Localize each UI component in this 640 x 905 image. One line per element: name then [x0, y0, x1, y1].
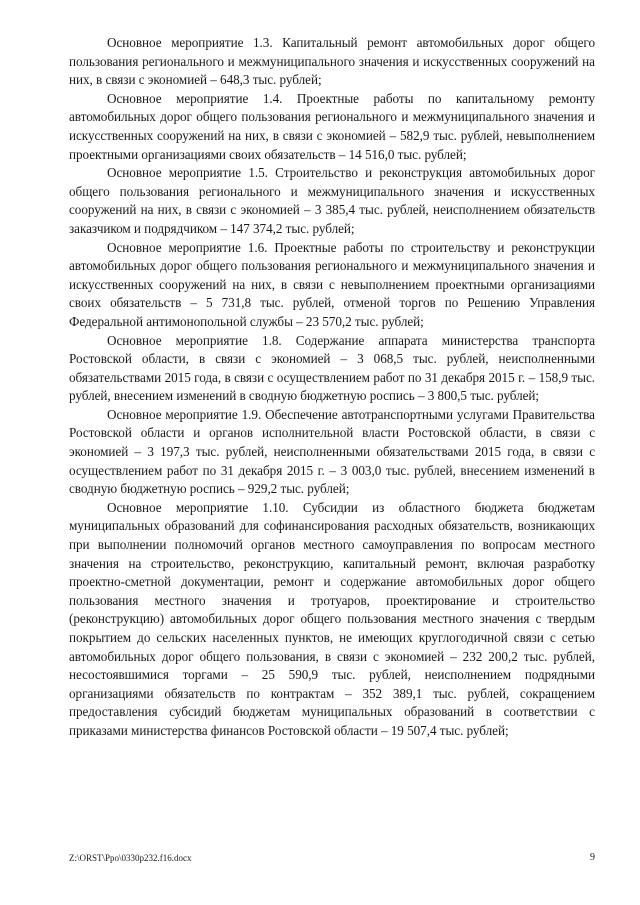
paragraph-activity-1-4: Основное мероприятие 1.4. Проектные работы по капитальному ремонту автомобильных дорог общего пользования регионального и межмуниципального значения и искусственных сооружений на них, в связи с экономией – 582,9 тыс. рублей, невыполнением проектными организациями своих обязательств – 14 516,0 тыс. рублей; — [69, 90, 595, 162]
footer-file-path: Z:\ORST\Ppo\0330p232.f16.docx — [69, 853, 192, 863]
paragraph-activity-1-9: Основное мероприятие 1.9. Обеспечение автотранспортными услугами Правительства Ростовской области и органов исполнительной власти Ростовской области, в связи с экономией – 3 197,3 тыс. рублей, неисполненными обязательствами 2015 года, в связи с осуществлением работ по 31 декабря 2015 г. – 3 003,0 тыс. рублей, внесением изменений в сводную бюджетную роспись – 929,2 тыс. рублей; — [69, 406, 595, 497]
paragraph-activity-1-3: Основное мероприятие 1.3. Капитальный ремонт автомобильных дорог общего пользования регионального и межмуниципального значения и искусственных сооружений на них, в связи с экономией – 648,3 тыс. рублей; — [69, 35, 595, 88]
paragraph-activity-1-6: Основное мероприятие 1.6. Проектные работы по строительству и реконструкции автомобильных дорог общего пользования регионального и межмуниципального значения и искусственных сооружений на них, в связи с невыполнением проектными организациями своих обязательств – 5 731,8 тыс. рублей, отменой торгов по Решению Управления Федеральной антимонопольной службы – 23 570,2 тыс. рублей; — [69, 239, 595, 329]
paragraph-activity-1-5: Основное мероприятие 1.5. Строительство и реконструкция автомобильных дорог общего пользования регионального и межмуниципального значения и искусственных сооружений на них, в связи с экономией – 3 385,4 тыс. рублей, неисполнением обязательств заказчиком и подрядчиком – 147 374,2 тыс. рублей; — [69, 165, 595, 236]
page-footer — [69, 852, 595, 866]
body-text — [69, 34, 595, 741]
paragraph-activity-1-10: Основное мероприятие 1.10. Субсидии из областного бюджета бюджетам муниципальных образований для софинансирования расходных обязательств, возникающих при выполнении полномочий органов местного самоуправления по вопросам местного значения на строительство, реконструкцию, капитальный ремонт, включая разработку проектно-сметной документации, ремонт и содержание автомобильных дорог общего пользования местного значения и тротуаров, проектирование и строительство (реконструкцию) автомобильных дорог общего пользования местного значения с твердым покрытием до сельских населенных пунктов, не имеющих круглогодичной связи с сетью автомобильных дорог общего пользования, в связи с экономией – 232 200,2 тыс. рублей, несостоявшимися торгами – 25 590,9 тыс. рублей, неисполнением подрядными организациями обязательств по контрактам – 352 389,1 тыс. рублей, сокращением предоставления субсидий бюджетам муниципальных образований в соответствии с приказами министерства финансов Ростовской области – 19 507,4 тыс. рублей; — [69, 499, 595, 738]
page-number: 9 — [590, 852, 595, 863]
paragraph-activity-1-8: Основное мероприятие 1.8. Содержание аппарата министерства транспорта Ростовской области, в связи с экономией – 3 068,5 тыс. рублей, неисполненными обязательствами 2015 года, в связи с осуществлением работ по 31 декабря 2015 г. – 158,9 тыс. рублей, внесением изменений в сводную бюджетную роспись – 3 800,5 тыс. рублей; — [69, 332, 595, 404]
